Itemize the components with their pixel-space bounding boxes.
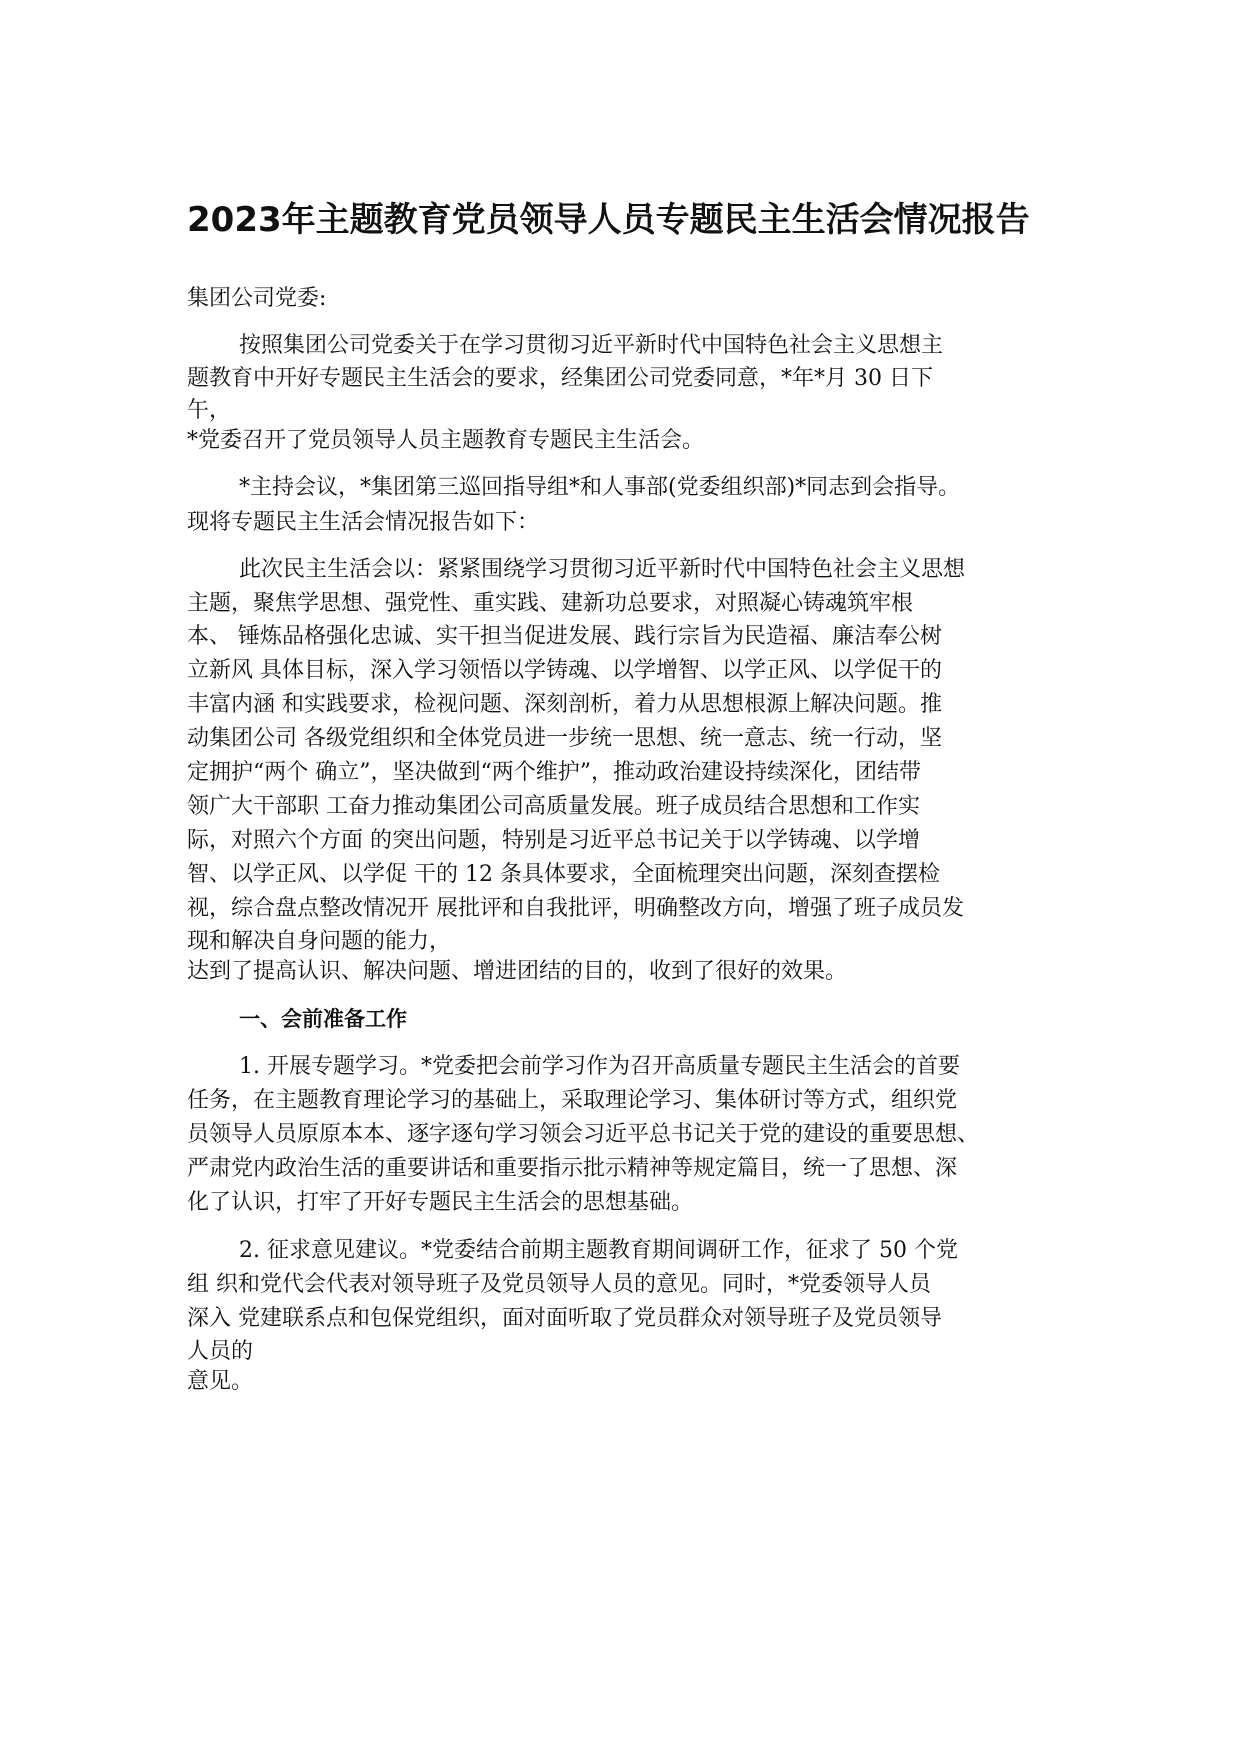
paragraph-line: *党委召开了党员领导人员主题教育专题民主生活会。 [187,428,705,453]
paragraph-line: 2. 征求意见建议。*党委结合前期主题教育期间调研工作，征求了 50 个党 [239,1238,958,1263]
paragraph-line: 视，综合盘点整改情况开 展批评和自我批评，明确整改方向，增强了班子成员发 [187,896,964,921]
paragraph-line: 定拥护“两个 确立”，坚决做到“两个维护”，推动政治建设持续深化，团结带 [187,760,921,785]
paragraph-line: 深入 党建联系点和包保党组织，面对面听取了党员群众对领导班子及党员领导 [187,1306,942,1331]
paragraph-line: 严肃党内政治生活的重要讲话和重要指示批示精神等规定篇目，统一了思想、深 [187,1156,958,1181]
paragraph-line: 主题，聚焦学思想、强党性、重实践、建新功总要求，对照凝心铸魂筑牢根 [187,591,914,616]
paragraph-line: 意见。 [187,1369,254,1394]
paragraph-line: 午， [187,398,232,423]
paragraph-line: 现将专题民主生活会情况报告如下： [187,510,540,535]
paragraph-line: 现和解决自身问题的能力， [187,929,452,954]
paragraph-line: 员领导人员原原本本、逐字逐句学习领会习近平总书记关于党的建设的重要思想、 [187,1122,980,1147]
paragraph-line: 领广大干部职 工奋力推动集团公司高质量发展。班子成员结合思想和工作实 [187,794,920,819]
paragraph-line: 智、以学正风、以学促 干的 12 条具体要求，全面梳理突出问题，深刻查摆检 [187,862,940,887]
paragraph-line: 立新风 具体目标，深入学习领悟以学铸魂、以学增智、以学正风、以学促干的 [187,658,942,683]
paragraph-line: 丰富内涵 和实践要求，检视问题、深刻剖析，着力从思想根源上解决问题。推 [187,692,942,717]
paragraph-line: 组 织和党代会代表对领导班子及党员领导人员的意见。同时，*党委领导人员 [187,1272,931,1297]
paragraph-line: 题教育中开好专题民主生活会的要求，经集团公司党委同意，*年*月 30 日下 [187,366,933,391]
document-title: 2023年主题教育党员领导人员专题民主生活会情况报告 [187,200,1030,240]
paragraph-line: 人员的 [187,1339,254,1364]
paragraph-line: 此次民主生活会以：紧紧围绕学习贯彻习近平新时代中国特色社会主义思想 [239,557,966,582]
paragraph-line: *主持会议，*集团第三巡回指导组*和人事部(党委组织部)*同志到会指导。 [239,475,961,500]
paragraph-line: 按照集团公司党委关于在学习贯彻习近平新时代中国特色社会主义思想主 [239,333,944,358]
paragraph-line: 化了认识，打牢了开好专题民主生活会的思想基础。 [187,1190,694,1215]
paragraph-line: 本、 锤炼品格强化忠诚、实干担当促进发展、践行宗旨为民造福、廉洁奉公树 [187,624,942,649]
paragraph-line: 1. 开展专题学习。*党委把会前学习作为召开高质量专题民主生活会的首要 [239,1054,960,1079]
section-heading: 一、会前准备工作 [239,1007,407,1031]
paragraph-line: 任务，在主题教育理论学习的基础上，采取理论学习、集体研讨等方式，组织党 [187,1088,958,1113]
paragraph-line: 际，对照六个方面 的突出问题，特别是习近平总书记关于以学铸魂、以学增 [187,828,920,853]
salutation: 集团公司党委: [187,286,327,311]
paragraph-line: 动集团公司 各级党组织和全体党员进一步统一思想、统一意志、统一行动，坚 [187,726,942,751]
paragraph-line: 达到了提高认识、解决问题、增进团结的目的，收到了很好的效果。 [187,959,848,984]
